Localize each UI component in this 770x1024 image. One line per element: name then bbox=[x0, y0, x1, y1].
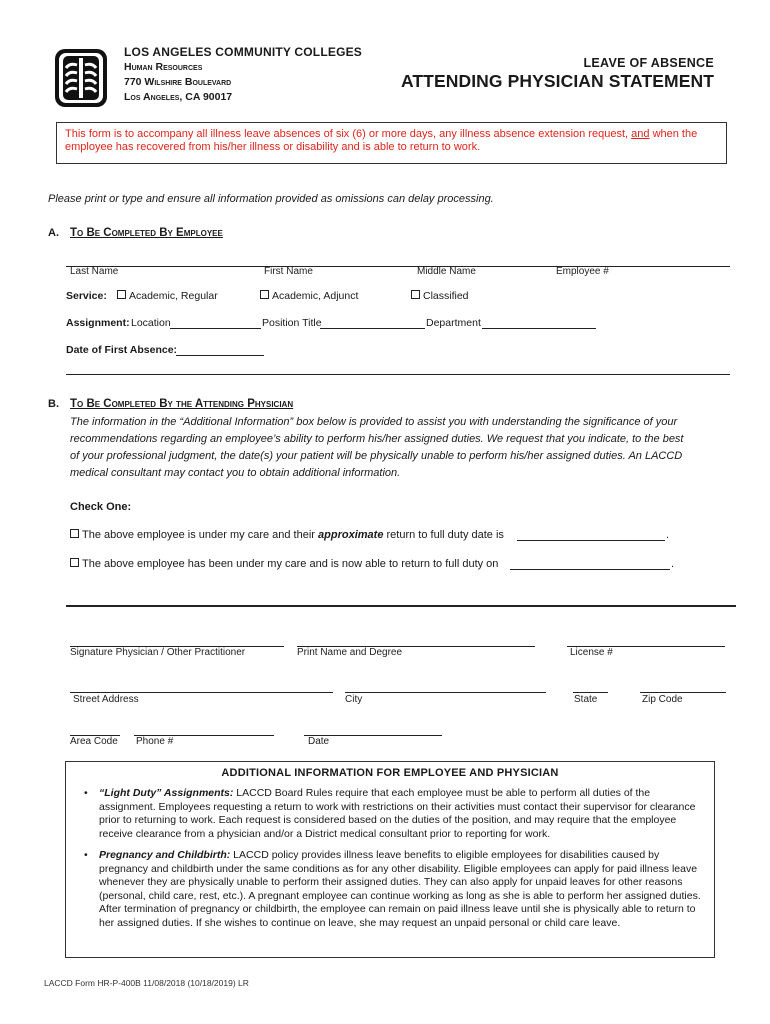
service-option-label: Academic, Regular bbox=[129, 290, 218, 302]
notice-text-b: when the employee has recovered from his/her illness or disability and is able to return to work. bbox=[65, 128, 698, 153]
print-name-label: Print Name and Degree bbox=[297, 647, 403, 658]
service-option-academic-adjunct[interactable] bbox=[260, 290, 358, 302]
option2-text: The above employee has been under my care and is now able to return to full duty on bbox=[82, 558, 499, 570]
section-divider-thick bbox=[66, 605, 736, 607]
service-option-classified[interactable] bbox=[411, 290, 469, 302]
city-input-line[interactable] bbox=[345, 692, 546, 693]
able-return-date-input-line[interactable] bbox=[510, 569, 670, 570]
signature-label: Signature Physician / Other Practitioner bbox=[70, 647, 246, 658]
zip-label: Zip Code bbox=[642, 694, 683, 705]
option1-emphasis: approximate bbox=[318, 529, 384, 541]
service-option-academic-regular[interactable] bbox=[117, 290, 218, 302]
state-input-line[interactable] bbox=[573, 692, 608, 693]
city-address: Los Angeles, CA 90017 bbox=[124, 91, 233, 103]
notice-box bbox=[56, 122, 727, 164]
phone-label: Phone # bbox=[136, 736, 174, 747]
department-label: Department bbox=[426, 317, 481, 329]
date-label: Date bbox=[308, 736, 330, 747]
info-bullet-light-duty bbox=[84, 787, 704, 841]
department-name: Human Resources bbox=[124, 61, 203, 73]
city-label: City bbox=[345, 694, 363, 705]
street-input-line[interactable] bbox=[70, 692, 333, 693]
state-label: State bbox=[574, 694, 598, 705]
first-name-label: First Name bbox=[264, 266, 313, 277]
section-a-letter: A. bbox=[48, 227, 59, 239]
bullet-icon: • bbox=[84, 787, 88, 799]
zip-input-line[interactable] bbox=[640, 692, 726, 693]
laccd-logo bbox=[55, 49, 107, 107]
intro-instructions: Please print or type and ensure all information provided as omissions can delay processing. bbox=[48, 193, 494, 205]
bullet-icon: • bbox=[84, 849, 88, 861]
hr-address-block bbox=[124, 60, 232, 105]
form-title: ATTENDING PHYSICIAN STATEMENT bbox=[400, 71, 714, 91]
return-date-input-line[interactable] bbox=[517, 540, 665, 541]
section-a-heading bbox=[48, 227, 223, 239]
checkbox-icon[interactable] bbox=[70, 529, 79, 538]
info-bullet-pregnancy bbox=[84, 849, 704, 930]
bullet-text: LACCD Board Rules require that each employee must be able to perform all duties of the assignment. Employees requesting a return to work with restrictions on their activities must contact their supervisor for clearance prior to returning to work. Each request is considered based on the duties of the position, and may require that the employee receive clearance from a physician and/or a District medical consultant prior to reporting for work. bbox=[99, 787, 696, 840]
employee-number-label: Employee # bbox=[556, 266, 609, 277]
section-b-title: To Be Completed By the Attending Physician bbox=[70, 398, 294, 410]
notice-text-a: This form is to accompany all illness leave absences of six (6) or more days, any illness absence extension request, bbox=[65, 128, 632, 140]
street-label: Street Address bbox=[73, 694, 139, 705]
last-name-label: Last Name bbox=[70, 266, 119, 277]
form-footer-id: LACCD Form HR-P-400B 11/08/2018 (10/18/2019) LR bbox=[44, 978, 249, 988]
location-label: Location bbox=[131, 317, 171, 329]
section-b-heading bbox=[48, 398, 293, 410]
assignment-label: Assignment: bbox=[66, 317, 130, 329]
checkbox-icon[interactable] bbox=[411, 290, 420, 299]
bullet-text: LACCD policy provides illness leave benefits to eligible employees for disabilities caused by pregnancy and childbirth under the same conditions as for any other disability. Eligible employees can apply for paid illness leave whenever they are physically unable to perform their assigned duties. They can also apply for unpaid leaves for other reasons (personal, child care, rest, etc.). A pregnant employee can continue working as long as she is able to perform her assigned duties. After termination of pregnancy or childbirth, the employee can remain on paid illness leave until she is physically able to return to her assigned duties. If she wishes to continue on leave, she may request an unpaid personal or child care leave. bbox=[99, 849, 701, 929]
location-input-line[interactable] bbox=[170, 328, 261, 329]
first-absence-label: Date of First Absence: bbox=[66, 344, 178, 356]
form-type: LEAVE OF ABSENCE bbox=[583, 56, 714, 70]
checkbox-icon[interactable] bbox=[260, 290, 269, 299]
license-label: License # bbox=[570, 647, 613, 658]
organization-name: LOS ANGELES COMMUNITY COLLEGES bbox=[124, 45, 363, 59]
street-address: 770 Wilshire Boulevard bbox=[124, 76, 232, 88]
section-divider bbox=[66, 374, 730, 375]
service-option-label: Academic, Adjunct bbox=[272, 290, 359, 302]
option1-text-a: The above employee is under my care and their bbox=[82, 529, 319, 541]
department-input-line[interactable] bbox=[482, 328, 596, 329]
position-title-label: Position Title bbox=[262, 317, 322, 329]
checkbox-icon[interactable] bbox=[70, 558, 79, 567]
option1-text-b: return to full duty date is bbox=[383, 529, 504, 541]
option-able-to-return[interactable] bbox=[70, 558, 498, 570]
first-absence-input-line[interactable] bbox=[176, 355, 264, 356]
option-return-date[interactable] bbox=[70, 529, 504, 541]
additional-info-box bbox=[65, 761, 715, 958]
bullet-heading: “Light Duty” Assignments: bbox=[99, 787, 234, 799]
position-title-input-line[interactable] bbox=[320, 328, 425, 329]
name-input-line[interactable] bbox=[66, 266, 730, 267]
checkbox-icon[interactable] bbox=[117, 290, 126, 299]
middle-name-label: Middle Name bbox=[417, 266, 476, 277]
section-a-title: To Be Completed By Employee bbox=[70, 227, 223, 239]
section-b-letter: B. bbox=[48, 398, 59, 410]
area-code-label: Area Code bbox=[70, 736, 118, 747]
check-one-label: Check One: bbox=[70, 501, 132, 513]
additional-info-title: ADDITIONAL INFORMATION FOR EMPLOYEE AND PHYSICIAN bbox=[221, 767, 559, 779]
section-b-instructions: The information in the “Additional Information” box below is provided to assist you with understanding the significance of your recommendations regarding an employee’s ability to perform his/her assigned duties. We request that you indicate, to the best of your professional judgment, the date(s) your patient will be physically unable to perform his/her assigned duties. An LACCD medical consultant may contact you to obtain additional information. bbox=[70, 416, 684, 479]
service-option-label: Classified bbox=[423, 290, 469, 302]
service-label: Service: bbox=[66, 290, 107, 302]
bullet-heading: Pregnancy and Childbirth: bbox=[99, 849, 231, 861]
notice-and: and bbox=[631, 128, 650, 140]
